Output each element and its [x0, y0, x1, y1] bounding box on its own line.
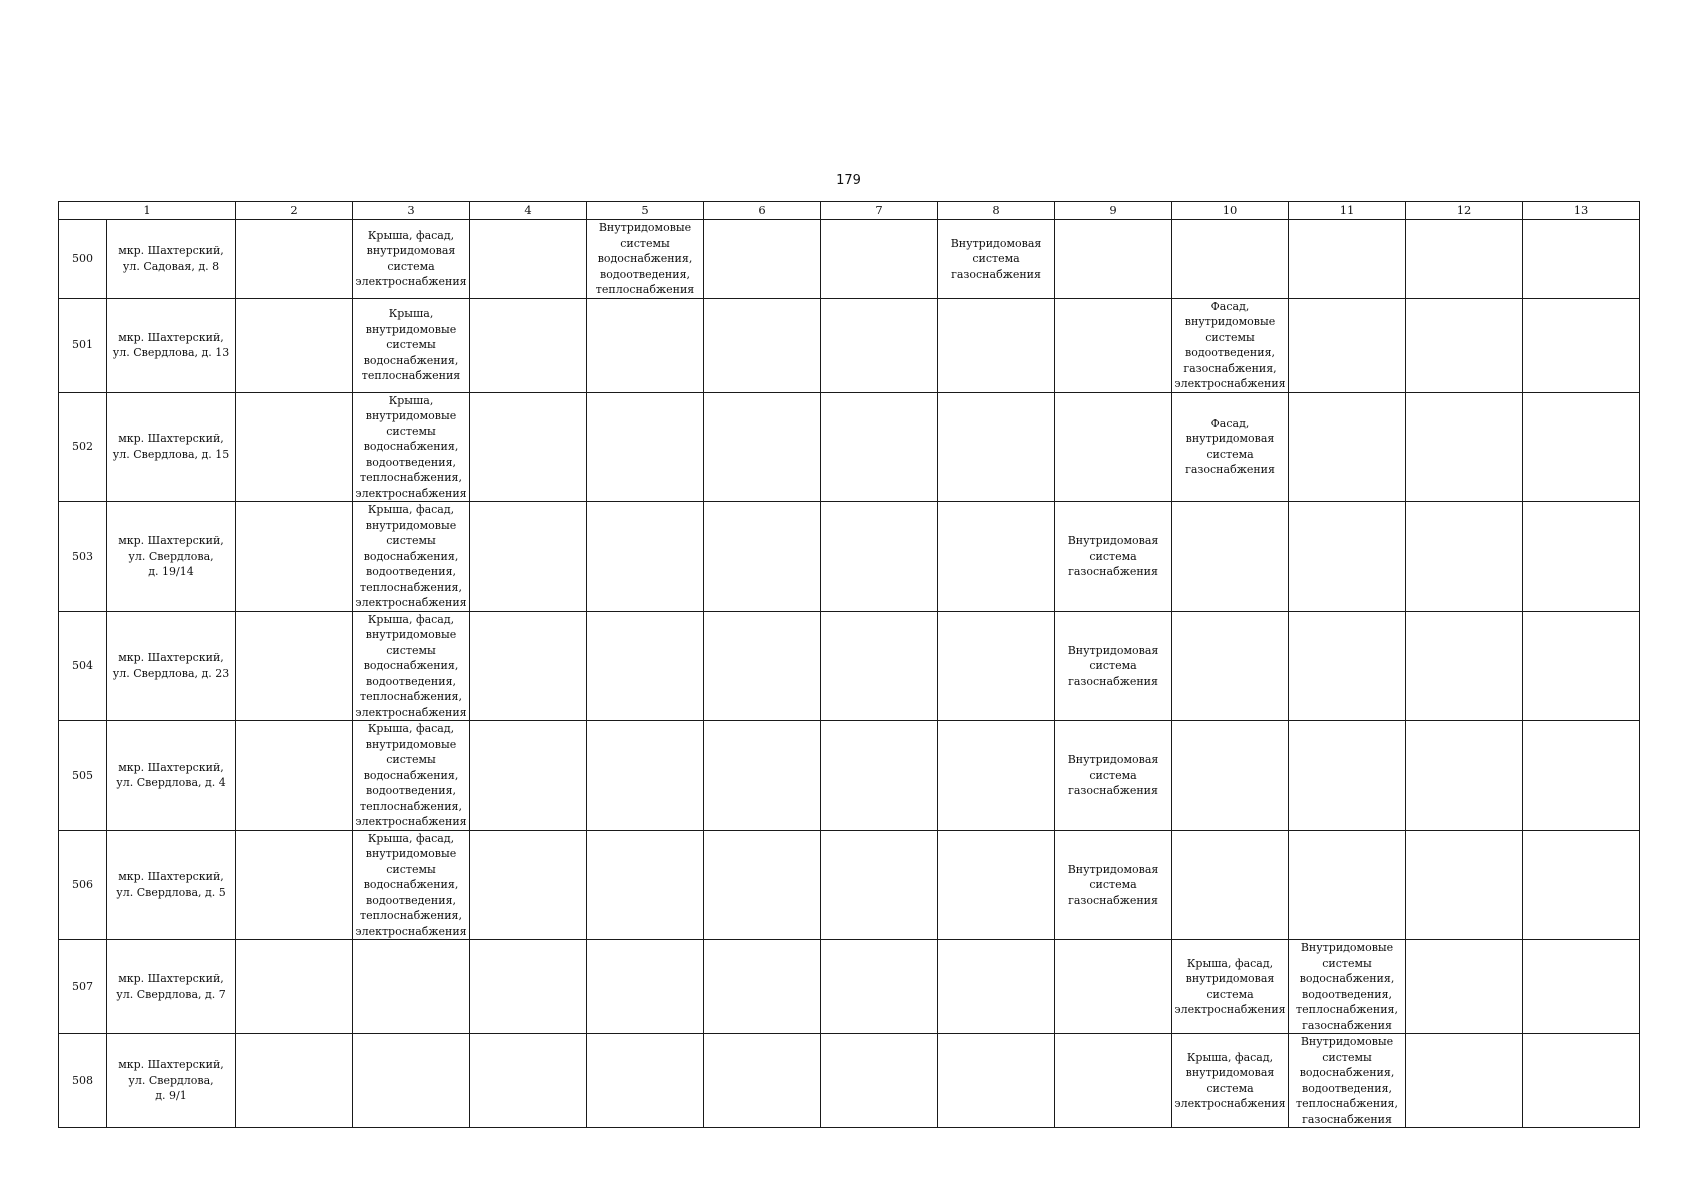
work-cell — [821, 298, 938, 392]
work-cell — [1289, 721, 1406, 831]
work-cell — [938, 392, 1055, 502]
address-text: мкр. Шахтерский, ул. Свердлова, д. 15 — [112, 432, 230, 461]
work-text: Крыша, внутридомовые системы водоснабжения, теплоснабжения — [361, 307, 461, 383]
address-cell — [107, 298, 236, 392]
work-cell — [587, 502, 704, 612]
work-text: Крыша, фасад, внутридомовая система электроснабжения — [1174, 956, 1286, 1016]
row-number: 508 — [72, 1073, 93, 1087]
address-cell — [107, 392, 236, 502]
column-header: 11 — [1289, 202, 1406, 220]
work-cell — [1172, 502, 1289, 612]
row-number: 505 — [72, 768, 93, 782]
column-header: 7 — [821, 202, 938, 220]
table-row — [59, 611, 1640, 721]
work-text: Крыша, фасад, внутридомовые системы водоснабжения, водоотведения, теплоснабжения, электроснабжения — [355, 831, 467, 938]
row-number: 507 — [72, 979, 93, 993]
work-cell — [470, 298, 587, 392]
work-cell — [470, 392, 587, 502]
column-header: 12 — [1406, 202, 1523, 220]
work-cell — [1172, 220, 1289, 299]
work-cell — [938, 940, 1055, 1034]
work-text: Внутридомовая система газоснабжения — [1067, 643, 1159, 688]
work-text: Крыша, фасад, внутридомовая система электроснабжения — [355, 228, 467, 289]
work-cell — [704, 611, 821, 721]
work-cell — [1406, 830, 1523, 940]
work-cell — [1406, 220, 1523, 299]
work-cell — [704, 830, 821, 940]
work-cell — [587, 1034, 704, 1128]
work-cell — [236, 611, 353, 721]
work-cell — [236, 940, 353, 1034]
column-header: 8 — [938, 202, 1055, 220]
table-row — [59, 298, 1640, 392]
column-header: 9 — [1055, 202, 1172, 220]
work-cell — [1289, 220, 1406, 299]
work-cell — [1289, 1034, 1406, 1128]
column-header: 1 — [59, 202, 236, 220]
work-cell — [1055, 721, 1172, 831]
work-cell — [1523, 392, 1640, 502]
work-cell — [1406, 392, 1523, 502]
work-cell — [821, 392, 938, 502]
work-cell — [1406, 298, 1523, 392]
work-cell — [938, 298, 1055, 392]
row-number-cell — [59, 721, 107, 831]
work-cell — [1406, 502, 1523, 612]
work-cell — [1523, 830, 1640, 940]
work-cell — [821, 1034, 938, 1128]
work-cell — [587, 611, 704, 721]
work-cell — [1289, 611, 1406, 721]
address-text: мкр. Шахтерский, ул. Садовая, д. 8 — [118, 244, 224, 273]
work-cell — [1055, 298, 1172, 392]
work-cell — [704, 1034, 821, 1128]
work-cell — [587, 392, 704, 502]
work-cell — [821, 721, 938, 831]
work-cell — [704, 502, 821, 612]
work-cell — [821, 502, 938, 612]
page-number: 179 — [836, 173, 861, 188]
address-cell — [107, 1034, 236, 1128]
table-row — [59, 721, 1640, 831]
address-text: мкр. Шахтерский, ул. Свердлова, д. 9/1 — [118, 1058, 224, 1103]
work-text: Внутридомовая система газоснабжения — [1067, 862, 1159, 907]
row-number-cell — [59, 611, 107, 721]
work-text: Внутридомовая система газоснабжения — [950, 236, 1042, 281]
work-cell — [1523, 502, 1640, 612]
work-cell — [1055, 220, 1172, 299]
table-row — [59, 1034, 1640, 1128]
work-cell — [236, 298, 353, 392]
work-cell — [1523, 940, 1640, 1034]
work-cell — [1172, 940, 1289, 1034]
address-text: мкр. Шахтерский, ул. Свердлова, д. 5 — [116, 870, 226, 899]
address-cell — [107, 611, 236, 721]
work-cell — [1172, 611, 1289, 721]
work-cell — [470, 940, 587, 1034]
work-cell — [938, 611, 1055, 721]
row-number-cell — [59, 298, 107, 392]
work-cell — [587, 721, 704, 831]
work-cell — [1406, 721, 1523, 831]
column-header: 3 — [353, 202, 470, 220]
work-cell — [938, 1034, 1055, 1128]
work-cell — [353, 721, 470, 831]
work-cell — [1172, 830, 1289, 940]
address-cell — [107, 220, 236, 299]
work-text: Крыша, фасад, внутридомовые системы водоснабжения, водоотведения, теплоснабжения, электроснабжения — [355, 612, 467, 719]
address-text: мкр. Шахтерский, ул. Свердлова, д. 19/14 — [118, 534, 224, 578]
work-cell — [938, 721, 1055, 831]
work-cell — [353, 502, 470, 612]
work-cell — [821, 611, 938, 721]
work-text: Внутридомовая система газоснабжения — [1067, 534, 1159, 578]
work-cell — [1172, 1034, 1289, 1128]
work-cell — [1055, 611, 1172, 721]
work-cell — [1523, 1034, 1640, 1128]
work-cell — [470, 721, 587, 831]
work-cell — [1406, 1034, 1523, 1128]
work-cell — [1055, 502, 1172, 612]
work-cell — [353, 611, 470, 721]
work-cell — [821, 220, 938, 299]
work-text: Внутридомовая система газоснабжения — [1067, 753, 1159, 797]
row-number-cell — [59, 220, 107, 299]
work-cell — [1523, 220, 1640, 299]
work-cell — [938, 830, 1055, 940]
work-text: Крыша, фасад, внутридомовая система электроснабжения — [1174, 1050, 1286, 1110]
work-cell — [470, 502, 587, 612]
work-cell — [236, 721, 353, 831]
work-cell — [1289, 830, 1406, 940]
work-cell — [587, 830, 704, 940]
work-cell — [1406, 611, 1523, 721]
work-text: Внутридомовые системы водоснабжения, водоотведения, теплоснабжения, газоснабжения — [1296, 941, 1398, 1032]
work-text: Фасад, внутридомовая система газоснабжения — [1185, 416, 1275, 477]
address-text: мкр. Шахтерский, ул. Свердлова, д. 23 — [112, 651, 230, 680]
work-cell — [1523, 611, 1640, 721]
column-header: 2 — [236, 202, 353, 220]
work-cell — [236, 392, 353, 502]
work-cell — [1055, 830, 1172, 940]
work-cell — [236, 220, 353, 299]
work-cell — [236, 830, 353, 940]
work-cell — [1406, 940, 1523, 1034]
work-cell — [587, 220, 704, 299]
work-cell — [587, 940, 704, 1034]
table-row — [59, 940, 1640, 1034]
work-cell — [938, 220, 1055, 299]
work-cell — [470, 1034, 587, 1128]
work-cell — [1055, 1034, 1172, 1128]
work-cell — [1289, 940, 1406, 1034]
work-cell — [353, 940, 470, 1034]
column-header: 5 — [587, 202, 704, 220]
work-cell — [704, 392, 821, 502]
row-number: 503 — [72, 549, 93, 563]
work-cell — [353, 220, 470, 299]
work-text: Внутридомовые системы водоснабжения, водоотведения, теплоснабжения — [595, 221, 695, 296]
work-cell — [353, 392, 470, 502]
address-text: мкр. Шахтерский, ул. Свердлова, д. 7 — [116, 972, 226, 1001]
row-number: 504 — [72, 659, 93, 672]
column-header: 6 — [704, 202, 821, 220]
row-number: 500 — [72, 252, 93, 265]
table-row — [59, 502, 1640, 612]
work-text: Крыша, фасад, внутридомовые системы водоснабжения, водоотведения, теплоснабжения, электроснабжения — [355, 722, 467, 828]
work-cell — [821, 940, 938, 1034]
row-number-cell — [59, 392, 107, 502]
header-row — [59, 202, 1640, 220]
work-cell — [1055, 940, 1172, 1034]
column-header: 4 — [470, 202, 587, 220]
work-cell — [353, 830, 470, 940]
work-cell — [1055, 392, 1172, 502]
address-cell — [107, 502, 236, 612]
work-text: Фасад, внутридомовые системы водоотведения, газоснабжения, электроснабжения — [1174, 299, 1286, 390]
row-number: 501 — [72, 338, 93, 352]
table-row — [59, 830, 1640, 940]
work-cell — [704, 220, 821, 299]
row-number: 506 — [72, 878, 93, 891]
work-cell — [1289, 298, 1406, 392]
work-cell — [353, 1034, 470, 1128]
work-cell — [470, 611, 587, 721]
work-text: Внутридомовые системы водоснабжения, водоотведения, теплоснабжения, газоснабжения — [1296, 1035, 1398, 1126]
address-cell — [107, 830, 236, 940]
row-number-cell — [59, 502, 107, 612]
repair-schedule-table — [58, 201, 1640, 1128]
work-cell — [821, 830, 938, 940]
work-text: Крыша, фасад, внутридомовые системы водоснабжения, водоотведения, теплоснабжения, электроснабжения — [355, 503, 467, 609]
work-cell — [236, 502, 353, 612]
address-text: мкр. Шахтерский, ул. Свердлова, д. 4 — [116, 760, 226, 790]
work-cell — [1523, 298, 1640, 392]
work-cell — [1172, 721, 1289, 831]
row-number: 502 — [72, 440, 93, 453]
address-cell — [107, 721, 236, 831]
table-row — [59, 392, 1640, 502]
work-cell — [1172, 392, 1289, 502]
work-cell — [704, 721, 821, 831]
work-cell — [704, 298, 821, 392]
table-row — [59, 220, 1640, 299]
work-cell — [1289, 392, 1406, 502]
work-cell — [1523, 721, 1640, 831]
work-cell — [1172, 298, 1289, 392]
column-header: 13 — [1523, 202, 1640, 220]
work-cell — [353, 298, 470, 392]
work-cell — [470, 830, 587, 940]
column-header: 10 — [1172, 202, 1289, 220]
work-text: Крыша, внутридомовые системы водоснабжения, водоотведения, теплоснабжения, электроснабжения — [355, 393, 467, 500]
row-number-cell — [59, 940, 107, 1034]
work-cell — [470, 220, 587, 299]
address-cell — [107, 940, 236, 1034]
row-number-cell — [59, 830, 107, 940]
work-cell — [236, 1034, 353, 1128]
row-number-cell — [59, 1034, 107, 1128]
work-cell — [938, 502, 1055, 612]
work-cell — [704, 940, 821, 1034]
work-cell — [587, 298, 704, 392]
address-text: мкр. Шахтерский, ул. Свердлова, д. 13 — [112, 330, 230, 359]
work-cell — [1289, 502, 1406, 612]
